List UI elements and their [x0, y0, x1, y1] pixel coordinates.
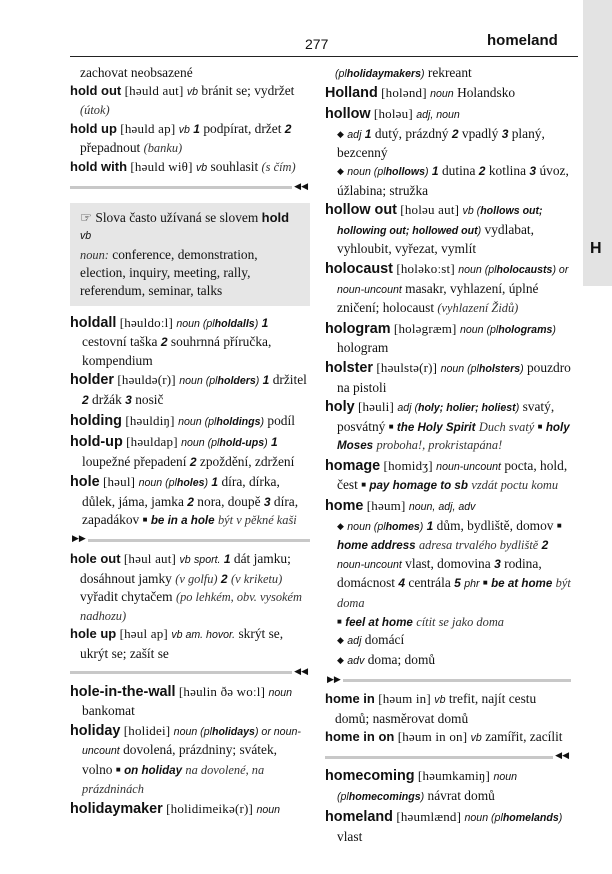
diamond-bullet-icon: ◆: [337, 520, 344, 531]
section-end-rule: [70, 666, 310, 680]
definition: držák: [92, 391, 122, 407]
definition: úvoz, úžlabina; stružka: [337, 162, 569, 198]
definition: díra, dírka, důlek, jáma, jamka: [82, 474, 280, 509]
entry-holder: [70, 371, 310, 409]
headword: hole out: [70, 551, 121, 567]
usage-note: (vyhlazení Židů): [437, 301, 519, 316]
definition: návrat domů: [427, 787, 495, 803]
example-phrase: on holiday: [124, 764, 183, 777]
box-pos: vb: [80, 230, 92, 243]
entry-hold-with: [70, 158, 310, 178]
grammar: noun (pl: [173, 725, 212, 738]
definition: přepadnout: [80, 140, 141, 156]
entry-homeland: [325, 808, 571, 845]
pronunciation: [həuldoːl]: [119, 314, 173, 330]
entry-home-in: [325, 690, 571, 727]
entry-homecoming: [325, 767, 571, 806]
pronunciation: [həulin ðə woːl]: [178, 683, 266, 699]
plural-form: holocausts: [496, 263, 553, 276]
headword: hologram: [325, 320, 391, 337]
definition: podíl: [267, 412, 295, 428]
entry-holidaymaker-continued: [325, 64, 571, 84]
grammar-close: ): [552, 323, 556, 336]
grammar-close: ): [204, 477, 209, 490]
headword: hole-in-the-wall: [70, 683, 176, 700]
plural-form: holes: [176, 477, 205, 490]
example-phrase: the Holy Spirit: [396, 420, 476, 434]
sense-number: 3: [529, 163, 537, 178]
sense-label: adv: [347, 654, 365, 667]
plural-form: hold-ups: [219, 437, 265, 450]
grammar-close: ): [515, 402, 520, 415]
example-translation: na dovolené, na prázdninách: [82, 763, 265, 796]
grammar-close: ): [419, 520, 424, 533]
definition: pouzdro na pistoli: [337, 359, 571, 395]
pronunciation: [holəkoːst]: [396, 260, 455, 276]
end-arrows-icon: ◀◀: [555, 751, 569, 762]
sense-label: adj: [347, 635, 362, 648]
headword: holdall: [70, 314, 117, 331]
entry-holster: [325, 359, 571, 396]
section-start-rule: [325, 673, 571, 687]
example-translation: vzdát poctu komu: [471, 478, 559, 493]
usage-note: (v golfu): [175, 571, 218, 586]
pronunciation: [həuldə(r)]: [117, 372, 176, 388]
grammar-close: ): [558, 812, 563, 825]
sense-number: 1: [223, 552, 231, 567]
headword: hold-up: [70, 434, 123, 451]
headword: homecoming: [325, 768, 415, 785]
sense-number: 4: [398, 576, 406, 591]
definition: bankomat: [82, 703, 135, 719]
grammar: noun: [256, 804, 281, 817]
plural-form: holdalls: [214, 317, 255, 330]
headword: hold up: [70, 120, 117, 136]
pronunciation: [holidei]: [123, 722, 171, 738]
page-number: 277: [305, 36, 329, 52]
headword: hollow out: [325, 202, 397, 219]
square-bullet-icon: ■: [142, 515, 148, 525]
box-words: conference, demonstration, election, inquiry, meeting, rally, referendum, seminar, talks: [80, 246, 258, 298]
headword: holding: [70, 412, 122, 429]
header-rule: [70, 56, 578, 57]
part-of-speech: vb: [470, 731, 482, 744]
headword: holocaust: [325, 260, 393, 277]
definition: nora, doupě: [197, 493, 261, 509]
definition: vydlabat, vyhloubit, vyřezat, vymlít: [337, 221, 534, 257]
definition: cestovní taška: [82, 334, 158, 350]
grammar: (pl: [335, 68, 347, 80]
plural-form: homelands: [502, 812, 559, 825]
definition: zpoždění, zdržení: [199, 453, 295, 469]
definition: kotlina: [488, 162, 527, 178]
plural-form: holidays: [211, 725, 255, 738]
headword: homage: [325, 457, 381, 474]
pronunciation: [həuld wiθ]: [130, 158, 193, 174]
grammar: vb (: [462, 205, 481, 218]
definition: souhrnná příručka, kompendium: [82, 334, 272, 368]
plural-form: holidaymakers: [346, 68, 421, 80]
definition: vyřadit chytačem: [80, 589, 173, 605]
entry-hollow-out: [325, 201, 571, 258]
sense-number: 1: [426, 518, 434, 533]
entry-holidaymaker: [70, 800, 310, 820]
example-translation: Duch svatý: [478, 419, 535, 434]
entry-holiday: [70, 722, 310, 798]
headword: home in: [325, 691, 375, 707]
sense-number: 1: [261, 315, 269, 330]
part-of-speech: vb: [434, 694, 446, 707]
headword: home: [325, 498, 364, 515]
definition: dutý, prázdný: [374, 125, 449, 141]
plural-form: holdings: [216, 415, 261, 428]
definition: planý, bezcenný: [337, 125, 545, 161]
grammar: noun (pl: [181, 437, 220, 450]
continued-text: zachovat neobsazené: [80, 65, 193, 80]
grammar-close: ): [477, 224, 482, 237]
section-end-rule: [70, 181, 310, 195]
grammar-close: ): [260, 415, 265, 428]
usage-note: (útok): [80, 103, 110, 118]
sense-number: 3: [501, 126, 509, 141]
entry-holding: [70, 412, 310, 432]
sense-number: 3: [125, 392, 132, 407]
pronunciation: [holəgræm]: [393, 320, 457, 336]
plural-form: homes: [385, 520, 420, 533]
section-end-rule: [325, 750, 571, 764]
thumb-index-letter: H: [590, 240, 602, 257]
entry-hologram: [325, 320, 571, 357]
definition: skrýt se, ukrýt se; zašít se: [80, 626, 284, 662]
left-column: [70, 64, 310, 822]
pronunciation: [həul ap]: [119, 626, 168, 642]
entry-home-in-on: [325, 728, 571, 748]
headword: hole up: [70, 626, 117, 642]
section-start-rule: [70, 533, 310, 547]
sense-number: 2: [187, 494, 194, 509]
end-arrows-icon: ◀◀: [294, 666, 308, 677]
definition: podpírat, držet: [203, 120, 282, 136]
sense-number: 2: [82, 392, 89, 407]
grammar: adj (: [397, 402, 418, 415]
plural-form: holders: [217, 375, 256, 388]
part-of-speech: vb: [179, 554, 191, 567]
domain-label: sport.: [194, 554, 221, 567]
example-phrase: feel at home: [345, 615, 413, 629]
headword: hole: [70, 474, 100, 491]
part-of-speech: vb: [178, 123, 190, 136]
definition: Holandsko: [457, 84, 516, 100]
definition: dům, bydliště, domov: [436, 517, 554, 533]
square-bullet-icon: ■: [337, 616, 342, 626]
entry-holocaust: [325, 260, 571, 318]
definition: souhlasit: [210, 158, 259, 174]
headword: hold out: [70, 82, 122, 98]
adjective-forms: holy; holier; holiest: [417, 402, 516, 415]
definition: domácí: [364, 632, 405, 648]
pronunciation: [həumkamiŋ]: [417, 768, 491, 784]
example-translation: proboha!, prokristapána!: [376, 438, 503, 453]
pronunciation: [həumlænd]: [396, 809, 462, 825]
headword: hollow: [325, 106, 371, 123]
grammar-close: ): [520, 362, 524, 375]
grammar: noun (pl: [458, 263, 497, 276]
headword: holster: [325, 359, 373, 376]
grammar: noun (pl: [138, 477, 177, 490]
pronunciation: [həul aut]: [123, 551, 177, 567]
headword: holder: [70, 372, 114, 389]
definition: loupežné přepadení: [82, 453, 187, 469]
part-of-speech: vb: [195, 161, 208, 174]
right-column: [325, 64, 571, 848]
sense-number: 2: [284, 121, 292, 136]
definition: zamířit, zacílit: [485, 728, 563, 744]
entry-home: [325, 497, 571, 670]
grammar-close: ): [420, 790, 425, 803]
definition: svatý, posvátný: [337, 399, 555, 434]
sense-number: 2: [478, 163, 486, 178]
square-bullet-icon: ■: [361, 480, 367, 490]
example-translation: cítit se jako doma: [416, 614, 504, 629]
definition: pocta, hold, čest: [337, 457, 568, 493]
headword: homeland: [325, 809, 393, 826]
start-arrows-icon: ▶▶: [327, 674, 341, 685]
square-bullet-icon: ■: [388, 421, 394, 431]
sense-number: 1: [193, 121, 200, 136]
pointing-hand-icon: ☞: [80, 209, 93, 225]
grammar: noun (pl: [440, 362, 479, 375]
diamond-bullet-icon: ◆: [337, 128, 344, 139]
usage-note: (s čím): [261, 159, 296, 174]
sense-number: 1: [211, 475, 219, 490]
example-phrase: be at home: [491, 577, 553, 591]
box-noun-label: noun:: [80, 247, 109, 262]
definition: vlast: [337, 828, 363, 844]
example-translation: být doma: [337, 576, 571, 611]
pronunciation: [həum]: [366, 498, 406, 514]
pronunciation: [homidʒ]: [383, 457, 433, 473]
entry-hole-up: [70, 625, 310, 662]
grammar: noun, adj, adv: [408, 501, 476, 514]
pronunciation: [holəu]: [373, 106, 413, 122]
entry-hole: [70, 473, 310, 530]
entry-hollow: [325, 105, 571, 199]
grammar-close: ): [420, 68, 425, 80]
grammar: noun (pl: [179, 375, 218, 388]
pronunciation: [holəu aut]: [400, 202, 460, 218]
plural-form: homecomings: [348, 790, 421, 803]
sense-number: 1: [364, 126, 372, 141]
pronunciation: [həuldiŋ]: [125, 412, 175, 428]
sense-label: phr: [464, 578, 480, 591]
pronunciation: [həum in]: [378, 691, 431, 707]
definition: rekreant: [427, 65, 472, 80]
definition: centrála: [408, 575, 451, 591]
plural-form: holsters: [478, 362, 521, 375]
pronunciation: [holidimeikə(r)]: [166, 801, 254, 817]
entry-homage: [325, 457, 571, 495]
pronunciation: [həuld ap]: [120, 120, 176, 136]
sense-number: 3: [494, 556, 501, 571]
grammar: adj, noun: [416, 109, 460, 122]
diamond-bullet-icon: ◆: [337, 165, 344, 176]
grammar-close: ): [264, 437, 268, 450]
example-phrase: home address: [337, 539, 416, 553]
pronunciation: [həuld aut]: [124, 82, 184, 98]
headword: holy: [325, 399, 355, 416]
grammar-close: ): [255, 375, 260, 388]
sense-number: 2: [451, 126, 459, 141]
example-phrase: be in a hole: [150, 514, 215, 528]
square-bullet-icon: ■: [482, 578, 488, 588]
headword: hold with: [70, 158, 128, 174]
sense-number: 2: [160, 335, 168, 350]
definition: doma; domů: [367, 651, 436, 667]
entry-hold-up: [70, 120, 310, 158]
grammar-close: ): [425, 165, 429, 178]
headword: Holland: [325, 84, 378, 101]
definition: držitel: [272, 372, 307, 388]
sense-number: 3: [263, 494, 271, 509]
grammar: noun (pl: [459, 323, 499, 336]
part-of-speech: vb am. hovor.: [171, 629, 236, 642]
pronunciation: [həuldap]: [126, 434, 178, 450]
entry-hole-out: [70, 550, 310, 625]
square-bullet-icon: ■: [115, 765, 121, 774]
entry-holdall: [70, 314, 310, 370]
definition: nosič: [135, 391, 164, 407]
entry-hole-in-the-wall: [70, 683, 310, 720]
sense-number: 1: [431, 163, 439, 178]
definition: dovolená, prázdniny; svátek, volno: [82, 742, 278, 777]
sense-label: noun (pl: [347, 520, 386, 533]
box-lead-text: Slova často užívaná se slovem: [95, 209, 259, 225]
definition: dutina: [441, 162, 476, 178]
plural-form: hollows: [385, 165, 426, 178]
usage-note: (v kriketu): [230, 571, 283, 586]
usage-note: (po lehkém, obv. vysokém nadhozu): [80, 590, 302, 623]
pronunciation: [həul]: [102, 474, 136, 490]
grammar: noun: [268, 686, 293, 699]
example-translation: adresa trvalého bydliště: [418, 538, 539, 553]
grammar: noun (pl: [178, 415, 217, 428]
grammar: noun-uncount: [436, 460, 501, 473]
collocation-box: [70, 203, 310, 306]
sense-number: 2: [220, 571, 228, 586]
entry-hold-out: [70, 82, 310, 120]
definition: bránit se; vydržet: [201, 82, 295, 98]
definition: vlast, domovina: [405, 555, 491, 571]
definition: masakr, vyhlazení, úplné zničení; holocaust: [337, 280, 539, 316]
sense-label: noun (pl: [347, 165, 386, 178]
usage-note: (banku): [143, 141, 183, 156]
sense-number: 2: [189, 454, 197, 469]
pronunciation: [həulstə(r)]: [376, 359, 438, 375]
part-of-speech: vb: [186, 85, 199, 98]
grammar-close: ): [254, 317, 259, 330]
headword: home in on: [325, 728, 395, 744]
definition: rodina, domácnost: [337, 555, 542, 591]
sense-number: 5: [454, 576, 461, 591]
grammar-close: ) or noun-uncount: [337, 263, 569, 296]
grammar: noun (pl: [176, 317, 215, 330]
start-arrows-icon: ▶▶: [72, 534, 86, 545]
headword: holidaymaker: [70, 801, 163, 818]
sense-label: noun-uncount: [337, 558, 402, 571]
definition: trefit, najít cestu domů; nasměrovat domů: [335, 691, 537, 726]
box-headword: hold: [261, 209, 290, 225]
sense-label: adj: [347, 128, 362, 141]
entry-holland: [325, 84, 571, 104]
diamond-bullet-icon: ◆: [337, 635, 344, 646]
headword: holiday: [70, 722, 121, 739]
example-phrase: pay homage to sb: [369, 479, 468, 493]
sense-number: 1: [271, 435, 278, 450]
diamond-bullet-icon: ◆: [337, 654, 344, 665]
definition: dát jamku; dosáhnout jamky: [80, 551, 291, 586]
square-bullet-icon: ■: [556, 520, 562, 530]
entry-holy: [325, 398, 571, 455]
sense-number: 2: [541, 538, 549, 553]
plural-form: holograms: [498, 323, 553, 336]
pronunciation: [holənd]: [381, 84, 427, 100]
square-bullet-icon: ■: [537, 421, 543, 431]
example-phrase: holy Moses: [337, 420, 570, 453]
grammar: noun (pl: [337, 771, 518, 803]
grammar-close: ) or noun-uncount: [82, 725, 301, 758]
end-arrows-icon: ◀◀: [294, 181, 308, 192]
entry-hold-up-noun: [70, 433, 310, 471]
example-translation: být v pěkné kaši: [217, 513, 297, 528]
grammar: noun: [430, 87, 454, 100]
definition: vpadlý: [461, 125, 499, 141]
running-head: homeland: [487, 32, 558, 49]
pronunciation: [həuli]: [357, 399, 395, 415]
definition: hologram: [337, 340, 389, 356]
sense-number: 1: [262, 373, 270, 388]
definition: díra, zapadákov: [82, 493, 299, 528]
grammar: noun (pl: [464, 812, 503, 825]
pronunciation: [həum in on]: [397, 728, 468, 744]
verb-forms: hollows out; hollowing out; hollowed out: [337, 205, 543, 237]
